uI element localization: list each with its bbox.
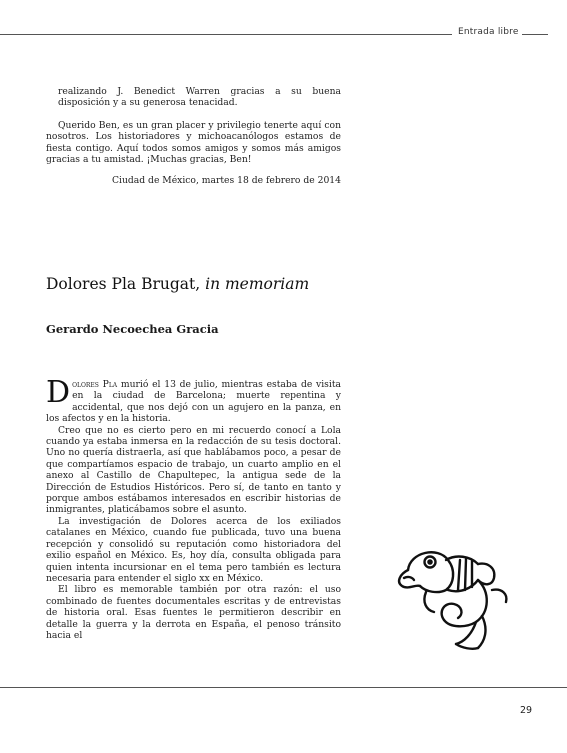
article-body <box>46 375 341 641</box>
article-paragraph-2: Creo que no es cierto pero en mi recuerdo conocí a Lola cuando ya estaba inmersa en la redacción de su tesis doctoral. Uno no quería distraerla, así que hablábamos poco, a pesar de que compartíamos espacio de trabajo, un cuarto amplio en el anexo al Castillo de Chapultepec, la antigua sede de la Dirección de Estudios Históricos. Pero sí, de tanto en tanto y porque ambos estábamos interesados en escribir historias de inmigrantes, platicábamos sobre el asunto. <box>46 424 341 516</box>
fish-serpent-glyph-icon <box>386 540 516 655</box>
article-paragraph-1 <box>46 375 341 425</box>
paragraph-1-text: murió el 13 de julio, mientras estaba de visita en la ciudad de Barcelona; muerte repentina y accidental, que nos dejó con un agujero en la panza, en los afectos y en la historia. <box>46 379 341 425</box>
header-rule-right <box>522 34 548 35</box>
previous-article <box>46 86 341 187</box>
section-label: Entrada libre <box>458 27 519 37</box>
footer-rule <box>0 687 567 688</box>
header-rule-left <box>0 34 452 35</box>
lead-smallcaps: olores Pla <box>72 379 118 390</box>
previous-signature: Ciudad de México, martes 18 de febrero de 2014 <box>112 175 341 187</box>
article-paragraph-3: La investigación de Dolores acerca de los exiliados catalanes en México, cuando fue publicada, tuvo una buena recepción y consolidó su reputación como historiadora del exilio español en México. Es, hoy día, consulta obligada para quien intenta incursionar en el tema pero también es lectura necesaria para entender el siglo xx en México. <box>46 515 341 584</box>
article-author: Gerardo Necoechea Gracia <box>46 322 219 336</box>
drop-cap: D <box>46 375 71 410</box>
article-title <box>46 275 309 293</box>
page-number: 29 <box>520 705 533 716</box>
article-title-italic: in memoriam <box>205 275 310 293</box>
previous-paragraph-2: Querido Ben, es un gran placer y privilegio tenerte aquí con nosotros. Los historiadores y michoacanólogos estamos de fiesta contigo. Aquí todos somos amigos y somos más amigos gracias a tu amistad. ¡Muchas gracias, Ben! <box>46 119 341 166</box>
article-paragraph-4: El libro es memorable también por otra razón: el uso combinado de fuentes documentales escritas y de entrevistas de historia oral. Esas fuentes le permitieron describir en detalle la guerra y la derrota en España, el penoso tránsito hacia el <box>46 584 341 641</box>
previous-paragraph-1: realizando J. Benedict Warren gracias a su buena disposición y a su generosa tenacidad. <box>58 86 341 109</box>
article-title-main: Dolores Pla Brugat, <box>46 275 201 293</box>
